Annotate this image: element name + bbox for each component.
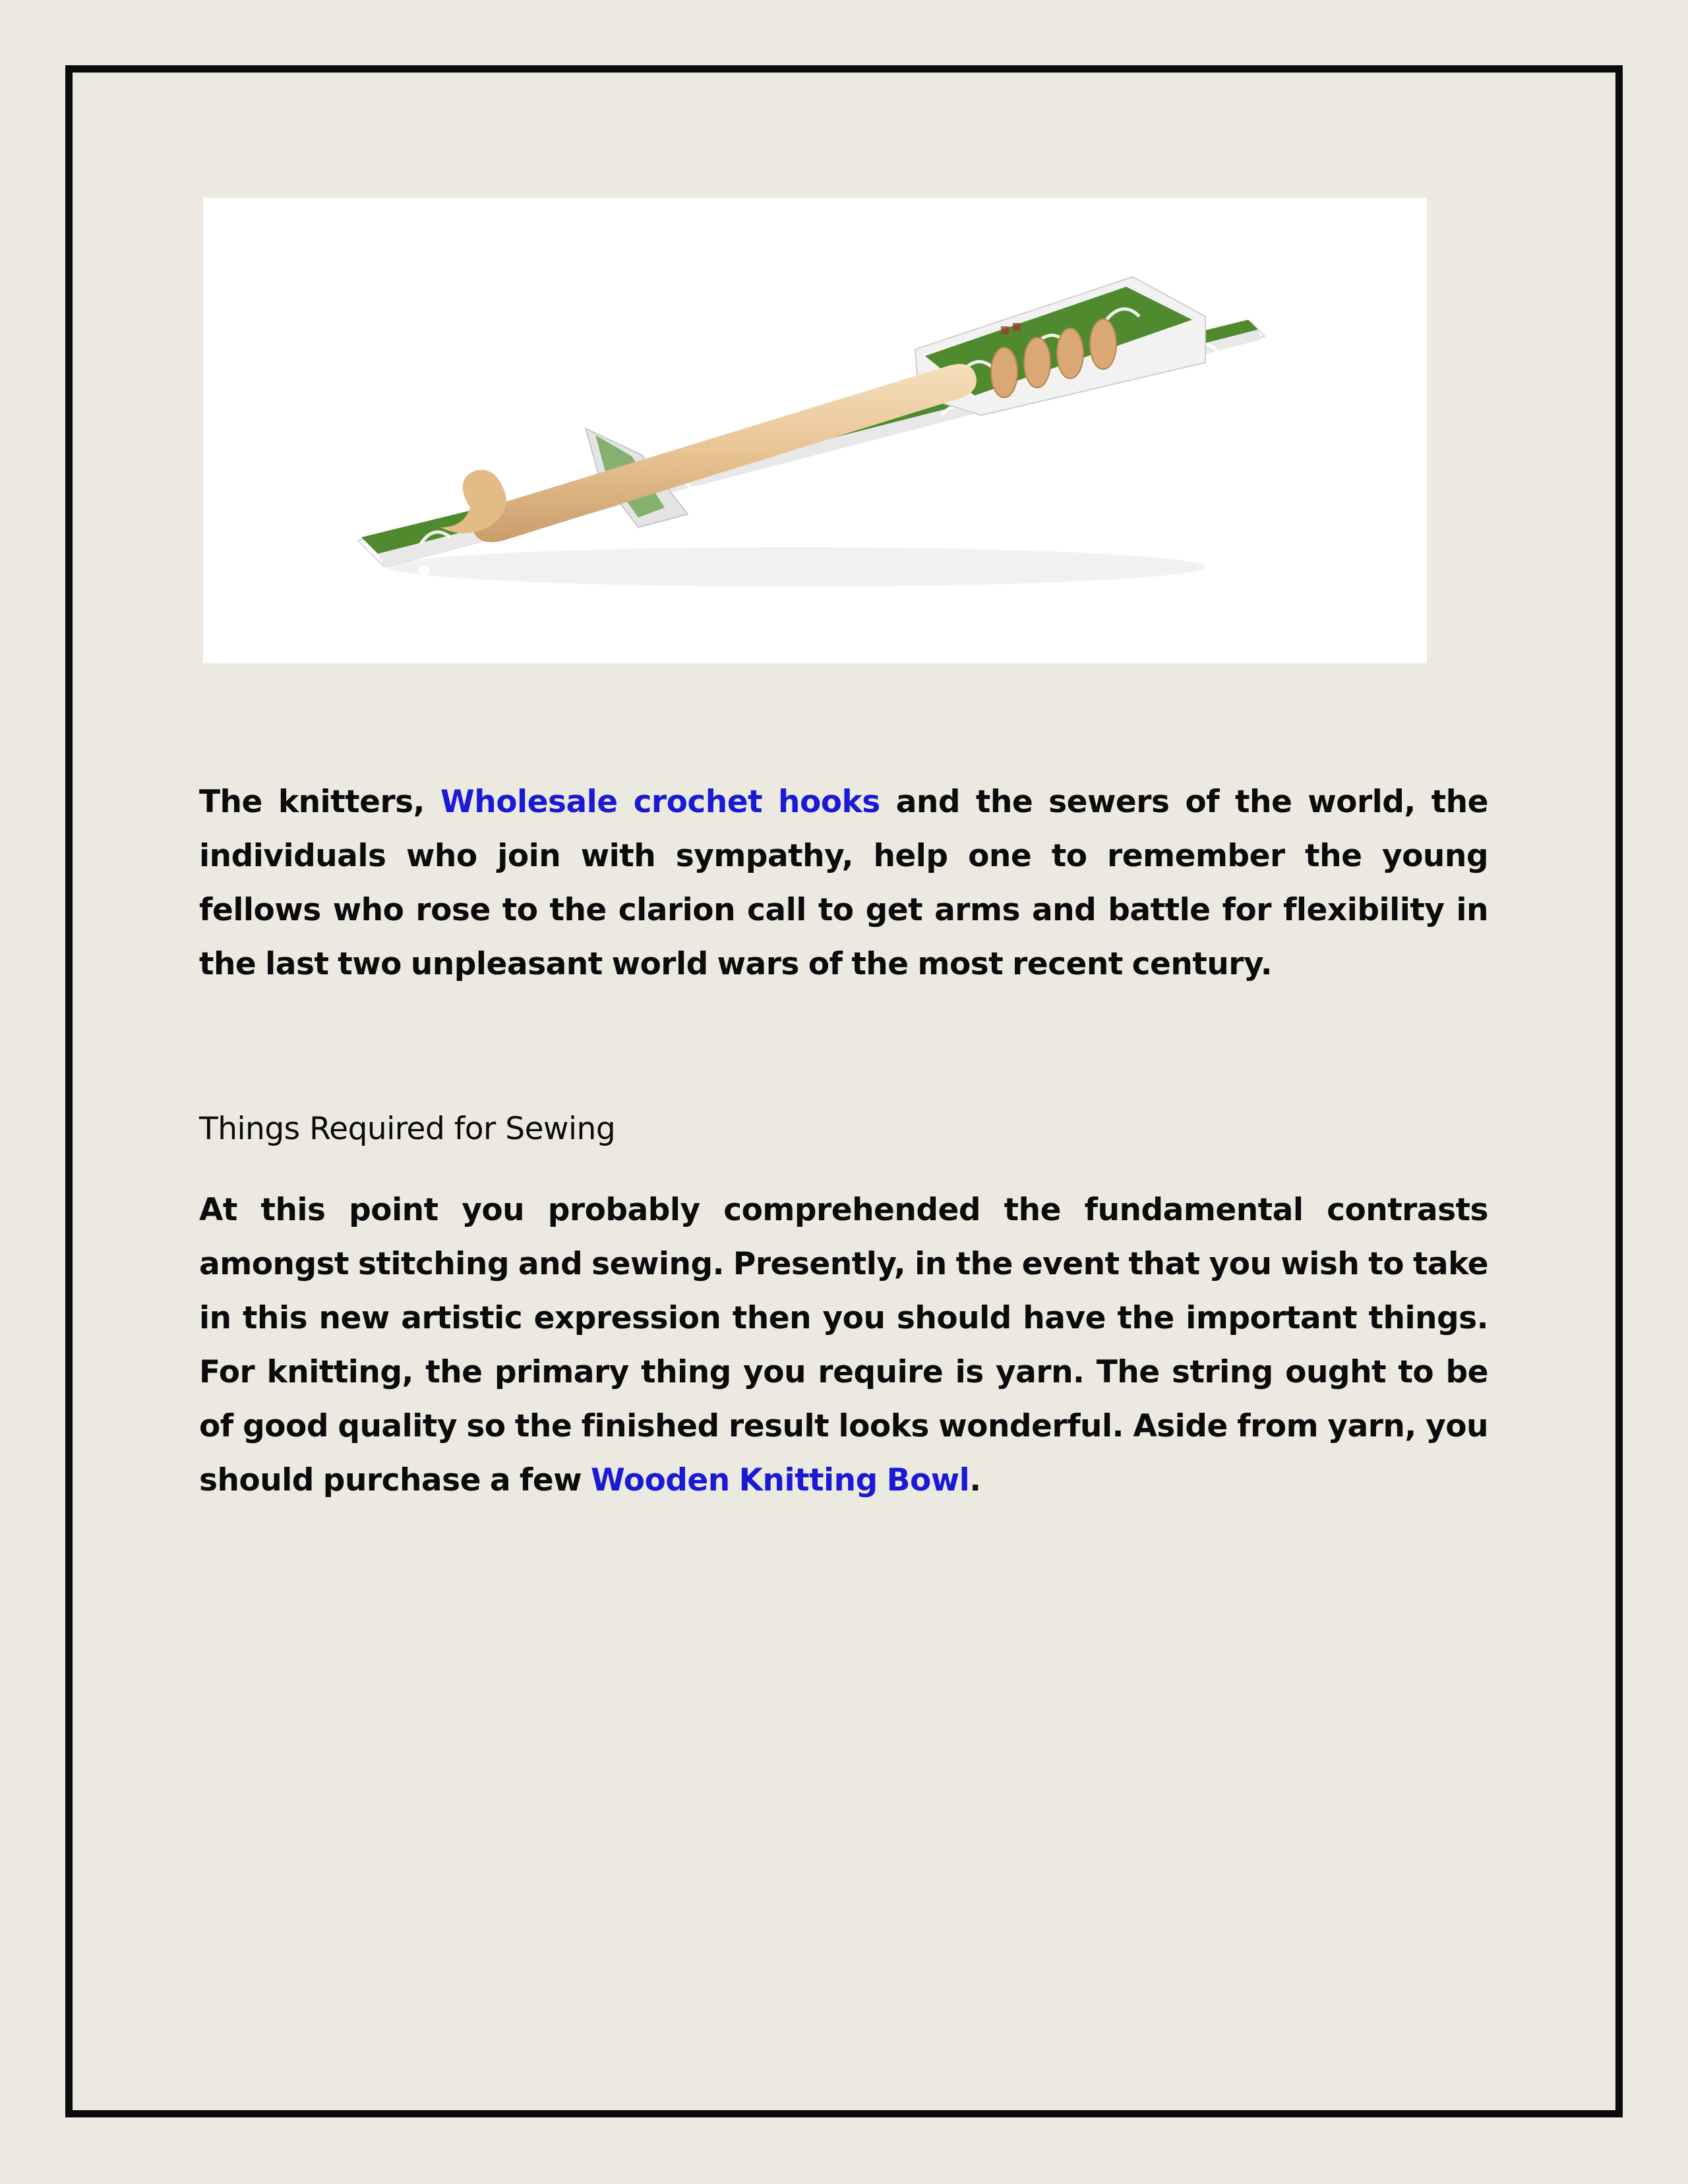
sewing-text-start: At this point you probably comprehended the fundamental contrasts amongst stitching and sewing. Presently, in the event that you wish to take in this new artistic expression then you should have the important things. For knitting, the primary thing you require is yarn. The string ought to be of good quality so the finished result looks wonderful. Aside from yarn, you should purchase a few <box>199 1192 1488 1498</box>
intro-text-start: The knitters, <box>199 784 440 820</box>
wholesale-crochet-hooks-link[interactable]: Wholesale crochet hooks <box>440 784 880 820</box>
wooden-knitting-bowl-link[interactable]: Wooden Knitting Bowl <box>591 1462 970 1498</box>
intro-text-end: and the sewers of the world, the individuals who join with sympathy, help one to remember the young fellows who rose to the clarion call to get arms and battle for flexibility in the last two unpleasant world wars of the most recent century. <box>199 784 1488 982</box>
sewing-text-end: . <box>969 1462 981 1498</box>
sewing-paragraph <box>199 1183 1488 1508</box>
crochet-hook-image <box>203 198 1427 663</box>
intro-paragraph <box>199 775 1488 991</box>
section-heading: Things Required for Sewing <box>199 1111 616 1147</box>
